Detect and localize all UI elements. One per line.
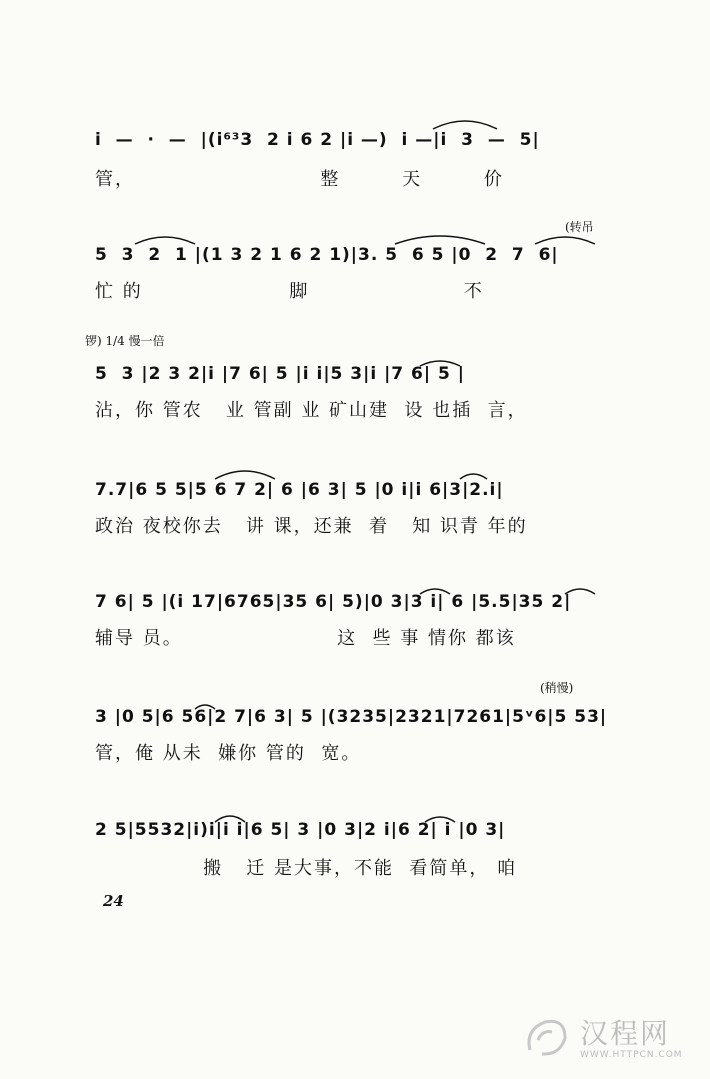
page-number: 24 [103, 892, 124, 910]
notation-line-1: i — · — |(i⁶³3 2 i 6 2 |i —) i —|i 3 — 5| [95, 130, 540, 150]
lyrics-line-6: 管，俺 从未 嫌你 管的 宽。 [95, 743, 362, 764]
notation-line-3: 5 3 |2 3 2|i |7 6| 5 |i i|5 3|i |7 6| 5 | [95, 364, 465, 384]
watermark-url: WWW.HTTPCN.COM [580, 1050, 683, 1060]
tempo-annotation-6: (稍慢) [540, 681, 574, 695]
notation-line-6: 3 |0 5|6 56|2 7|6 3| 5 |(3235|2321|7261|5ᵛ6|5 53| [95, 707, 608, 727]
lyrics-line-1: 管， 整 天 价 [95, 169, 504, 190]
lyrics-line-2: 忙 的 脚 不 [95, 281, 484, 302]
slur-marks-2 [95, 228, 615, 248]
lyrics-line-4: 政治 夜校你去 讲 课，还兼 着 知 识青 年的 [95, 516, 528, 537]
slur-marks-7 [95, 806, 615, 826]
watermark-logo-icon [520, 1010, 575, 1065]
watermark-text: 汉程网 [580, 1017, 671, 1050]
slur-marks-4 [95, 463, 615, 483]
lyrics-line-3: 沾，你 管农 业 管副 业 矿山建 设 也插 言， [95, 400, 528, 421]
lyrics-line-5: 辅导 员。 这 些 事 情你 都该 [95, 628, 516, 649]
notation-line-4: 7.7|6 5 5|5 6 7 2| 6 |6 3| 5 |0 i|i 6|3|2.i| [95, 480, 504, 500]
slur-marks-1 [95, 113, 615, 133]
tempo-annotation-3: 锣) 1/4 慢一倍 [85, 334, 165, 348]
slur-marks-3 [95, 350, 615, 370]
lyrics-line-7: 搬 迁 是大事，不能 看简单， 咱 [95, 858, 518, 879]
slur-marks-5 [95, 578, 615, 598]
notation-line-5: 7 6| 5 |(i 17|6765|35 6| 5)|0 3|3 i| 6 |5.5|35 2| [95, 592, 572, 612]
notation-line-7: 2 5|5532|i)i|i i|6 5| 3 |0 3|2 i|6 2| i |0 3| [95, 820, 506, 840]
tempo-annotation-2: (转吊 [565, 220, 594, 234]
slur-marks-6 [95, 693, 615, 713]
notation-line-2: 5 3 2 1 |(1 3 2 1 6 2 1)|3. 5 6 5 |0 2 7 6| [95, 245, 559, 265]
site-watermark [520, 1010, 705, 1070]
